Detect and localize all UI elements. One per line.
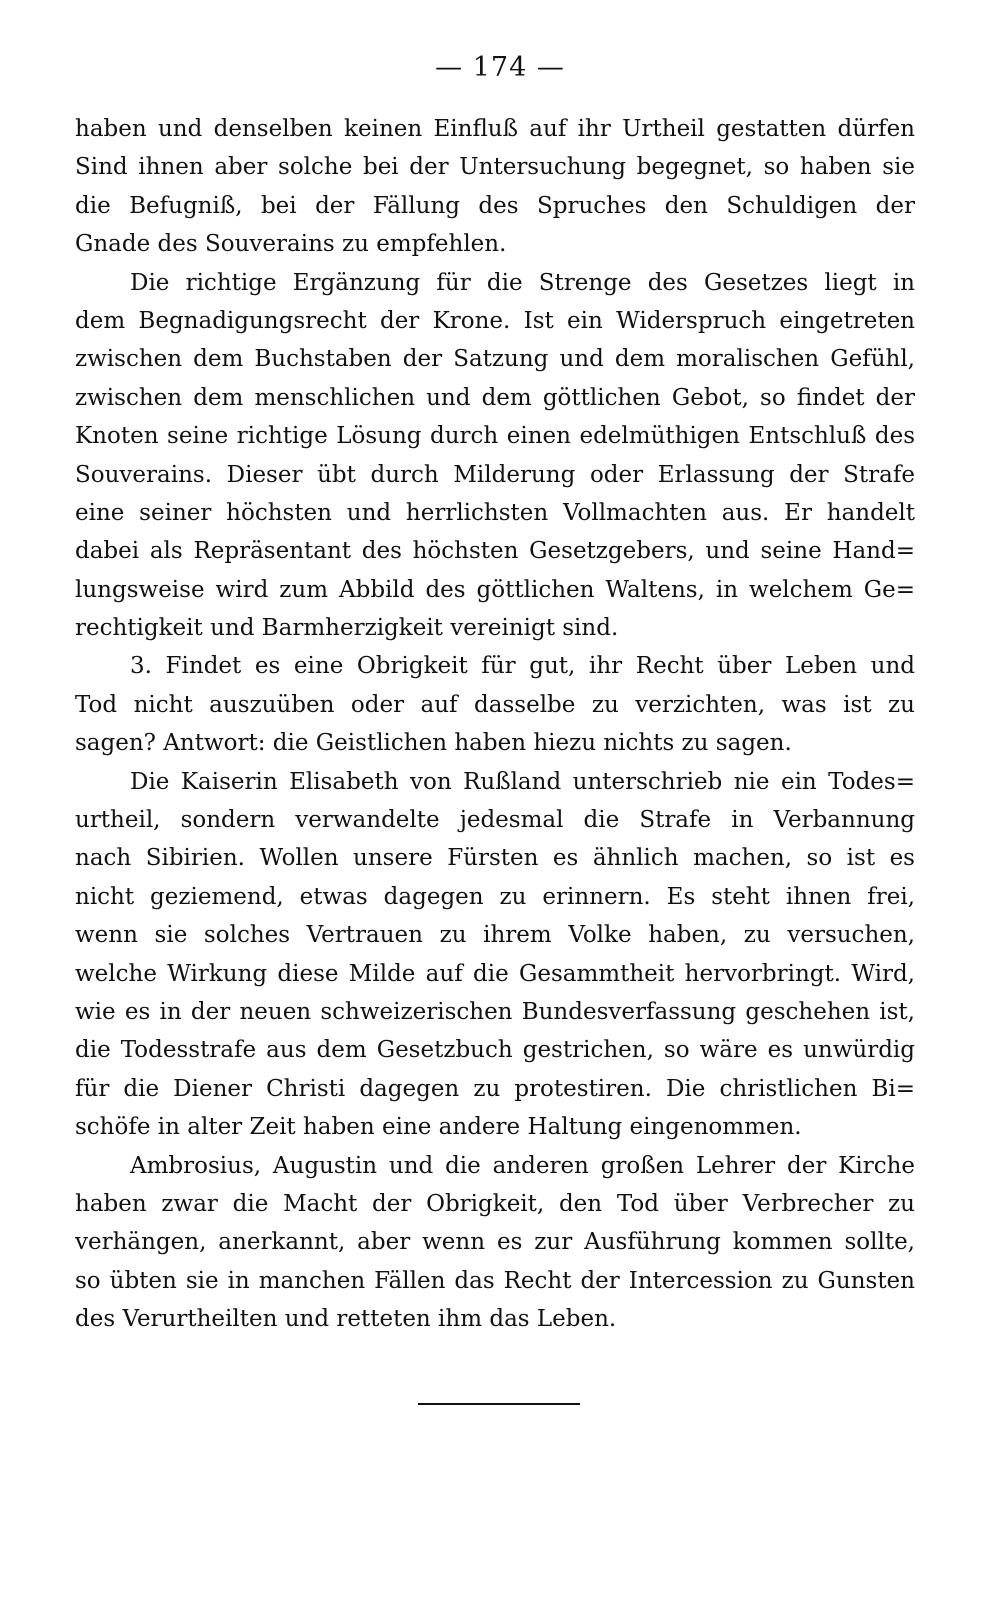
page-body-text bbox=[75, 110, 915, 1339]
end-rule bbox=[418, 1403, 580, 1405]
text-line: die Todesstrafe aus dem Gesetzbuch gestrichen, so wäre es unwürdig bbox=[75, 1037, 915, 1064]
text-line: nach Sibirien. Wollen unsere Fürsten es ähnlich machen, so ist es bbox=[75, 845, 915, 872]
text-line: welche Wirkung diese Milde auf die Gesammtheit hervorbringt. Wird, bbox=[75, 960, 915, 987]
text-line: Die Kaiserin Elisabeth von Rußland unterschrieb nie ein Todes= bbox=[130, 768, 915, 795]
text-line: Knoten seine richtige Lösung durch einen edelmüthigen Entschluß des bbox=[75, 423, 915, 450]
text-line: Souverains. Dieser übt durch Milderung oder Erlassung der Strafe bbox=[75, 461, 915, 488]
text-line: sagen? Antwort: die Geistlichen haben hiezu nichts zu sagen. bbox=[75, 730, 792, 757]
text-line: des Verurtheilten und retteten ihm das Leben. bbox=[75, 1306, 617, 1333]
text-line: zwischen dem Buchstaben der Satzung und dem moralischen Gefühl, bbox=[75, 346, 915, 373]
text-line: 3. Findet es eine Obrigkeit für gut, ihr Recht über Leben und bbox=[130, 653, 915, 680]
text-line: nicht geziemend, etwas dagegen zu erinnern. Es steht ihnen frei, bbox=[75, 883, 915, 910]
text-line: haben und denselben keinen Einfluß auf ihr Urtheil gestatten dürfen bbox=[75, 116, 915, 142]
text-line: Sind ihnen aber solche bei der Untersuchung begegnet, so haben sie bbox=[75, 154, 915, 181]
text-line: wenn sie solches Vertrauen zu ihrem Volke haben, zu versuchen, bbox=[75, 922, 915, 949]
text-line: dem Begnadigungsrecht der Krone. Ist ein Widerspruch eingetreten bbox=[75, 307, 915, 334]
text-line: urtheil, sondern verwandelte jedesmal die Strafe in Verbannung bbox=[75, 807, 915, 834]
text-line: verhängen, anerkannt, aber wenn es zur Ausführung kommen sollte, bbox=[75, 1229, 915, 1256]
text-line: dabei als Repräsentant des höchsten Gesetzgebers, und seine Hand= bbox=[75, 538, 915, 565]
text-line: für die Diener Christi dagegen zu protestiren. Die christlichen Bi= bbox=[75, 1075, 915, 1102]
text-line: Tod nicht auszuüben oder auf dasselbe zu verzichten, was ist zu bbox=[75, 691, 915, 718]
text-line: die Befugniß, bei der Fällung des Spruches den Schuldigen der bbox=[75, 192, 915, 219]
text-line: wie es in der neuen schweizerischen Bundesverfassung geschehen ist, bbox=[75, 998, 915, 1025]
text-line: Die richtige Ergänzung für die Strenge des Gesetzes liegt in bbox=[130, 269, 915, 296]
text-line: zwischen dem menschlichen und dem göttlichen Gebot, so findet der bbox=[75, 384, 915, 411]
text-line: rechtigkeit und Barmherzigkeit vereinigt sind. bbox=[75, 615, 619, 642]
text-line: so übten sie in manchen Fällen das Recht der Intercession zu Gunsten bbox=[75, 1267, 915, 1294]
text-line: eine seiner höchsten und herrlichsten Vollmachten aus. Er handelt bbox=[75, 499, 915, 526]
text-line: haben zwar die Macht der Obrigkeit, den Tod über Verbrecher zu bbox=[75, 1190, 915, 1217]
page-number: — 174 — bbox=[435, 52, 565, 83]
text-line: schöfe in alter Zeit haben eine andere Haltung eingenommen. bbox=[75, 1114, 802, 1141]
text-line: lungsweise wird zum Abbild des göttlichen Waltens, in welchem Ge= bbox=[75, 576, 915, 603]
text-line: Gnade des Souverains zu empfehlen. bbox=[75, 231, 507, 258]
text-line: Ambrosius, Augustin und die anderen großen Lehrer der Kirche bbox=[130, 1152, 915, 1179]
